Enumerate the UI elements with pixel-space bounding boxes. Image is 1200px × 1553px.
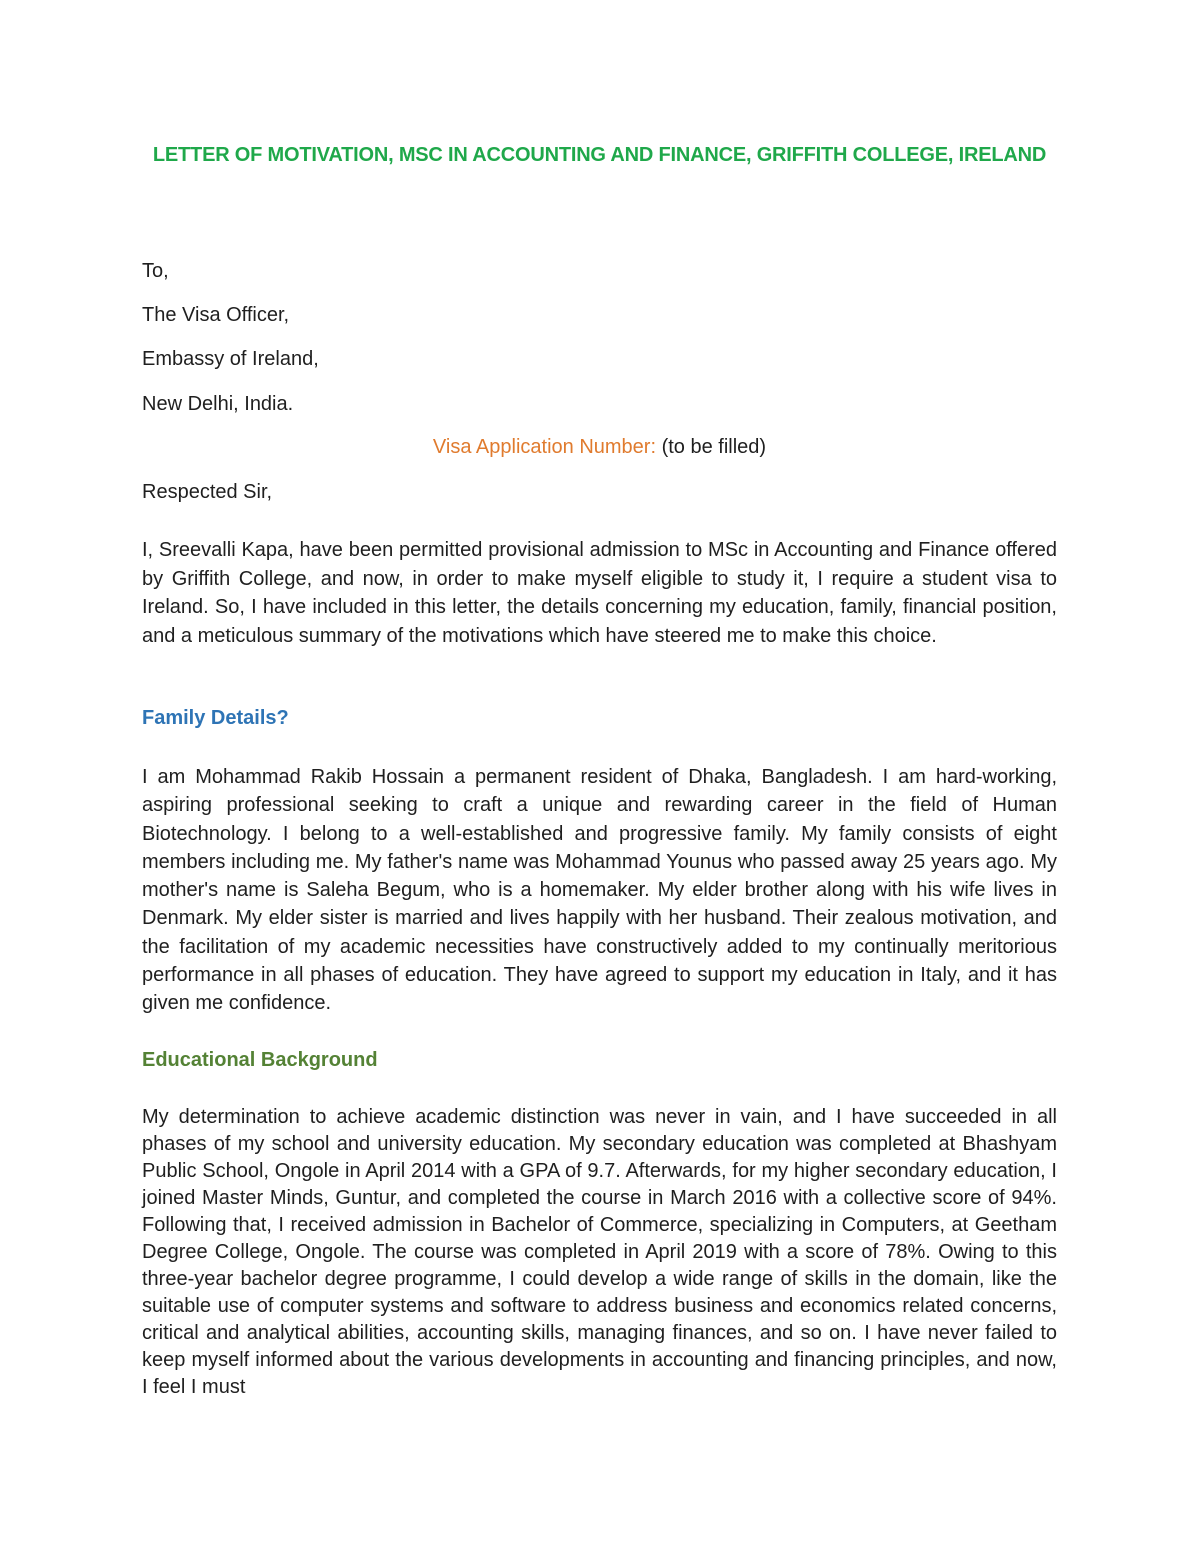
letter-title: LETTER OF MOTIVATION, MSC IN ACCOUNTING AND FINANCE, GRIFFITH COLLEGE, IRELAND xyxy=(152,144,1047,166)
salutation: Respected Sir, xyxy=(142,481,273,503)
visa-application-value: (to be filled) xyxy=(656,436,767,458)
visa-application-label: Visa Application Number: xyxy=(432,436,657,458)
intro-paragraph: I, Sreevalli Kapa, have been permitted provisional admission to MSc in Accounting and Finance offered by Griffith College, and now, in order to make myself eligible to study it, I require a student visa to Ireland. So, I have included in this letter, the details concerning my education, family, financial position, and a meticulous summary of the motivations which have steered me to make this choice. xyxy=(142,539,1057,647)
educational-background-paragraph: My determination to achieve academic distinction was never in vain, and I have succeeded in all phases of my school and university education. My secondary education was completed at Bhashyam Public School, Ongole in April 2014 with a GPA of 9.7. Afterwards, for my higher secondary education, I joined Master Minds, Guntur, and completed the course in March 2016 with a collective score of 94%. Following that, I received admission in Bachelor of Commerce, specializing in Computers, at Geetham Degree College, Ongole. The course was completed in April 2019 with a score of 78%. Owing to this three-year bachelor degree programme, I could develop a wide range of skills in the domain, like the suitable use of computer systems and software to address business and economics related concerns, critical and analytical abilities, accounting skills, managing finances, and so on. I have never failed to keep myself informed about the various developments in accounting and financing principles, and now, I feel I must xyxy=(142,1106,1057,1398)
educational-background-heading: Educational Background xyxy=(142,1049,378,1071)
address-officer: The Visa Officer, xyxy=(142,304,290,326)
address-embassy: Embassy of Ireland, xyxy=(142,348,319,370)
family-details-heading: Family Details? xyxy=(142,707,289,729)
address-to: To, xyxy=(142,260,169,282)
visa-application-line xyxy=(142,435,1057,459)
address-city: New Delhi, India. xyxy=(142,393,294,415)
family-details-paragraph: I am Mohammad Rakib Hossain a permanent resident of Dhaka, Bangladesh. I am hard-working, aspiring professional seeking to craft a unique and rewarding career in the field of Human Biotechnology. I belong to a well-established and progressive family. My family consists of eight members including me. My father's name was Mohammad Younus who passed away 25 years ago. My mother's name is Saleha Begum, who is a homemaker. My elder brother along with his wife lives in Denmark. My elder sister is married and lives happily with her husband. Their zealous motivation, and the facilitation of my academic necessities have constructively added to my continually meritorious performance in all phases of education. They have agreed to support my education in Italy, and it has given me confidence. xyxy=(142,766,1057,1015)
